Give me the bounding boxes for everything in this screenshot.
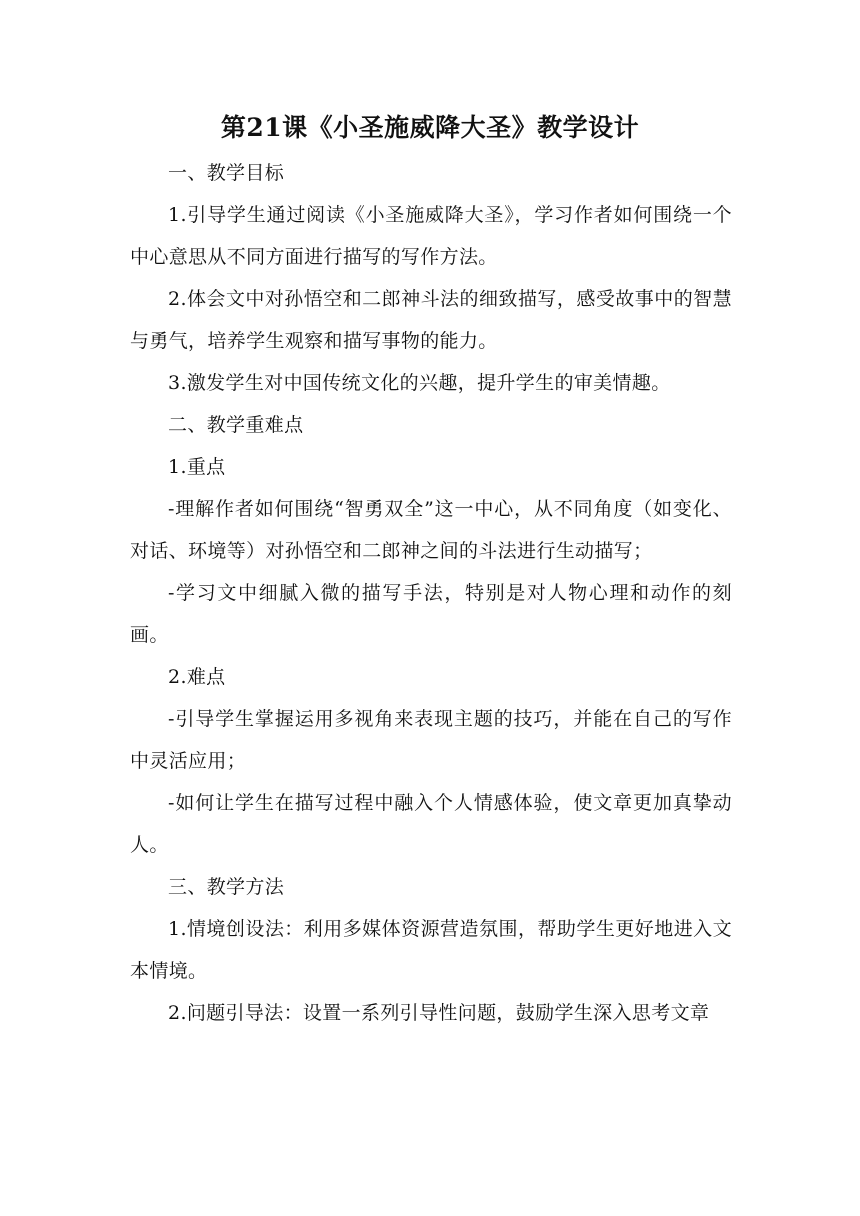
goal-item-1: 1.引导学生通过阅读《小圣施威降大圣》，学习作者如何围绕一个中心意思从不同方面进行描写的写作方法。	[130, 204, 732, 268]
difficult-point-item-2: -如何让学生在描写过程中融入个人情感体验，使文章更加真挚动人。	[130, 792, 732, 856]
document-body	[130, 152, 732, 1034]
subheading-difficult-points: 2.难点	[168, 666, 226, 688]
key-point-item-2: -学习文中细腻入微的描写手法，特别是对人物心理和动作的刻画。	[130, 582, 732, 646]
heading-teaching-methods: 三、教学方法	[168, 876, 285, 898]
heading-key-difficult-points: 二、教学重难点	[168, 414, 304, 436]
goal-item-2: 2.体会文中对孙悟空和二郎神斗法的细致描写，感受故事中的智慧与勇气，培养学生观察和描写事物的能力。	[130, 288, 732, 352]
difficult-point-item-1: -引导学生掌握运用多视角来表现主题的技巧，并能在自己的写作中灵活应用；	[130, 708, 732, 772]
method-item-2: 2.问题引导法：设置一系列引导性问题，鼓励学生深入思考文章	[168, 1002, 710, 1024]
key-point-item-1: -理解作者如何围绕“智勇双全”这一中心，从不同角度（如变化、对话、环境等）对孙悟空和二郎神之间的斗法进行生动描写；	[130, 498, 732, 562]
subheading-key-points: 1.重点	[168, 456, 226, 478]
heading-teaching-goals: 一、教学目标	[168, 162, 285, 184]
document-title: 第21课《小圣施威降大圣》教学设计	[220, 113, 640, 142]
goal-item-3: 3.激发学生对中国传统文化的兴趣，提升学生的审美情趣。	[168, 372, 671, 394]
method-item-1: 1.情境创设法：利用多媒体资源营造氛围，帮助学生更好地进入文本情境。	[130, 918, 732, 982]
